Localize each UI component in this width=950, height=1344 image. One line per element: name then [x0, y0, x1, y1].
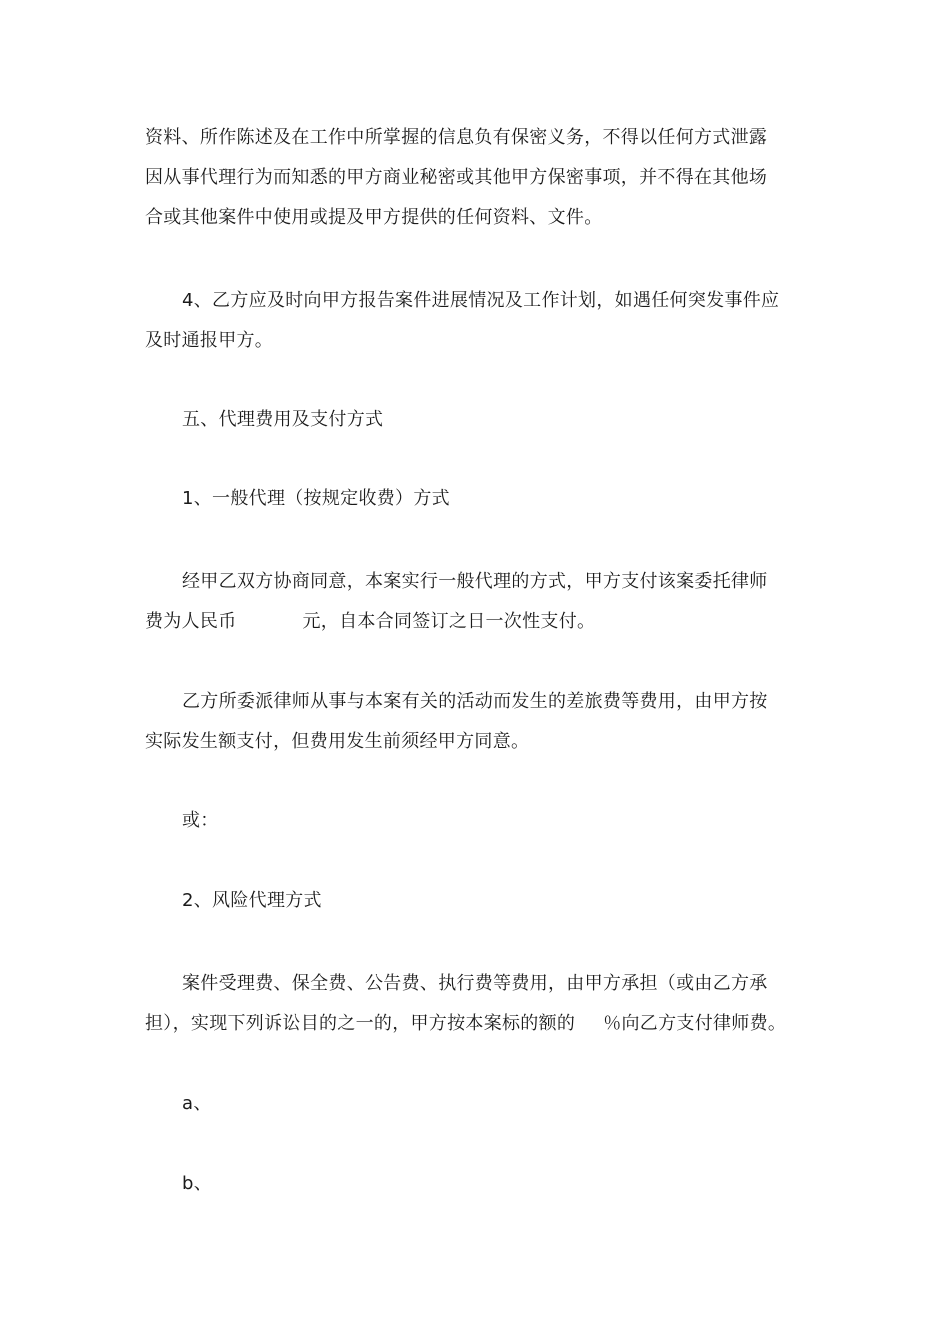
- text-line: 实际发生额支付，但费用发生前须经甲方同意。: [145, 731, 530, 752]
- risk-fee-prefix-text: 担），实现下列诉讼目的之一的，甲方按本案标的额的: [145, 1013, 576, 1034]
- confidentiality-paragraph: [145, 118, 825, 238]
- text-line: 经甲乙双方协商同意，本案实行一般代理的方式，甲方支付该案委托律师: [182, 571, 768, 592]
- text-line: 4、乙方应及时向甲方报告案件进展情况及工作计划，如遇任何突发事件应: [182, 290, 780, 311]
- text-line: [145, 602, 825, 642]
- fee-suffix-text: 元，自本合同签订之日一次性支付。: [302, 611, 596, 632]
- text-line: 合或其他案件中使用或提及甲方提供的任何资料、文件。: [145, 207, 603, 228]
- list-item-b: b、: [182, 1173, 213, 1194]
- text-line: 乙方所委派律师从事与本案有关的活动而发生的差旅费等费用，由甲方按: [182, 691, 768, 712]
- general-agency-heading: 1、一般代理（按规定收费）方式: [182, 488, 450, 509]
- travel-expense-paragraph: [145, 682, 825, 762]
- text-line: 案件受理费、保全费、公告费、执行费等费用，由甲方承担（或由乙方承: [182, 973, 768, 994]
- or-text: 或：: [182, 810, 219, 831]
- section-five-heading: 五、代理费用及支付方式: [182, 409, 384, 430]
- risk-fee-suffix-text: ％向乙方支付律师费。: [603, 1013, 787, 1034]
- text-line: 因从事代理行为而知悉的甲方商业秘密或其他甲方保密事项，并不得在其他场: [145, 167, 768, 188]
- list-item-a: a、: [182, 1093, 212, 1114]
- text-line: [145, 1004, 825, 1044]
- risk-agency-heading: 2、风险代理方式: [182, 890, 322, 911]
- text-line: 及时通报甲方。: [145, 330, 274, 351]
- report-obligation-paragraph: [145, 281, 825, 361]
- general-agency-fee-paragraph: [145, 562, 825, 642]
- fee-prefix-text: 费为人民币: [145, 611, 237, 632]
- text-line: 资料、所作陈述及在工作中所掌握的信息负有保密义务，不得以任何方式泄露: [145, 127, 768, 148]
- risk-agency-fee-paragraph: [145, 964, 825, 1044]
